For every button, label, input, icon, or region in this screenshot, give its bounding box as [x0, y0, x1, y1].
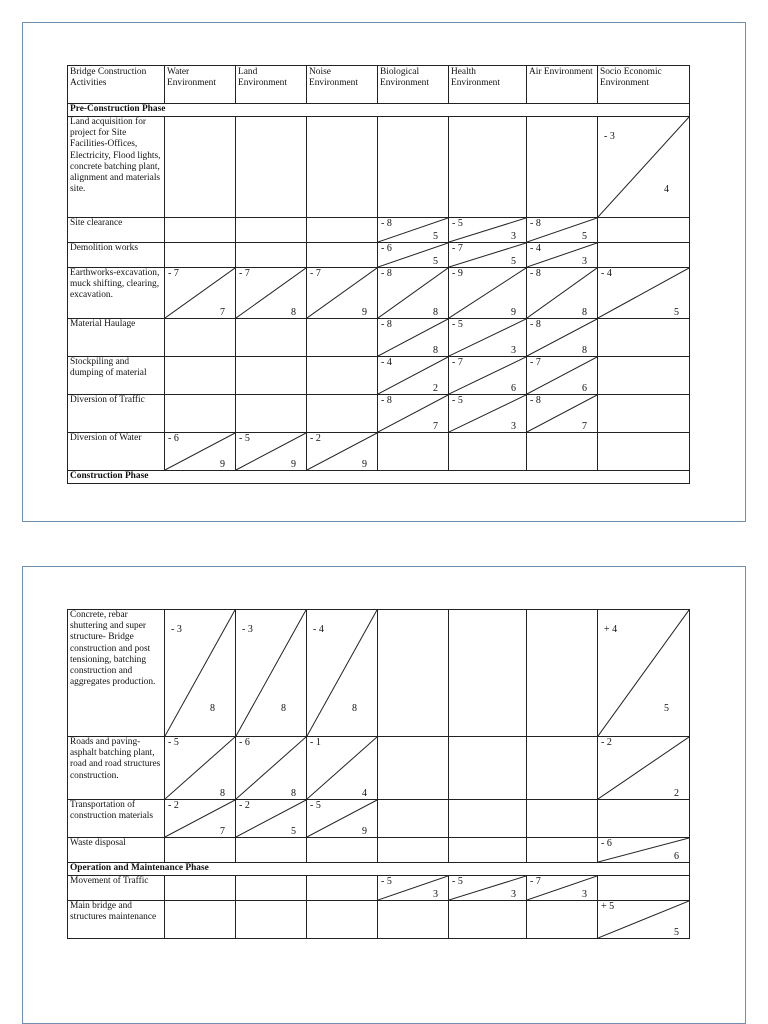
- impact-cell-biological: [378, 117, 449, 218]
- magnitude-score: - 8: [381, 395, 392, 406]
- magnitude-score: - 6: [601, 838, 612, 849]
- impact-cell-land: [236, 610, 307, 737]
- impact-cell-land: [236, 243, 307, 268]
- table-row: [68, 218, 690, 243]
- impact-cell-water: [165, 737, 236, 800]
- importance-score: 8: [291, 788, 296, 799]
- impact-cell-health: [449, 737, 527, 800]
- impact-cell-noise: [307, 218, 378, 243]
- impact-cell-socio-economic: [598, 218, 690, 243]
- magnitude-score: - 8: [530, 268, 541, 279]
- document-page-1: [22, 22, 746, 522]
- impact-cell-land: [236, 433, 307, 471]
- impact-cell-water: [165, 610, 236, 737]
- table-row: [68, 243, 690, 268]
- activity-label: Concrete, rebar shuttering and super structure- Bridge construction and post tensioning, batching construction and aggregates production.: [68, 610, 165, 737]
- impact-cell-biological: [378, 876, 449, 901]
- impact-cell-health: [449, 876, 527, 901]
- impact-cell-health: [449, 838, 527, 863]
- impact-cell-air: [527, 901, 598, 939]
- impact-cell-noise: [307, 838, 378, 863]
- magnitude-score: - 5: [381, 876, 392, 887]
- impact-cell-health: [449, 268, 527, 319]
- impact-cell-noise: [307, 319, 378, 357]
- importance-score: 5: [664, 703, 669, 714]
- importance-score: 9: [511, 307, 516, 318]
- impact-cell-biological: [378, 319, 449, 357]
- magnitude-score: - 5: [452, 218, 463, 229]
- phase-label-construction: Construction Phase: [68, 471, 690, 484]
- activity-label: Main bridge and structures maintenance: [68, 901, 165, 939]
- activity-label: Transportation of construction materials: [68, 800, 165, 838]
- magnitude-score: - 8: [530, 395, 541, 406]
- importance-score: 8: [433, 307, 438, 318]
- table-row: [68, 319, 690, 357]
- magnitude-score: - 8: [381, 268, 392, 279]
- importance-score: 5: [433, 256, 438, 267]
- importance-score: 8: [220, 788, 225, 799]
- magnitude-score: - 7: [168, 268, 179, 279]
- impact-cell-socio-economic: [598, 395, 690, 433]
- impact-cell-health: [449, 243, 527, 268]
- importance-score: 6: [582, 383, 587, 394]
- impact-cell-water: [165, 357, 236, 395]
- impact-cell-land: [236, 901, 307, 939]
- impact-cell-air: [527, 319, 598, 357]
- activity-label: Earthworks-excavation, muck shifting, clearing, excavation.: [68, 268, 165, 319]
- table-row: [68, 838, 690, 863]
- magnitude-score: - 3: [604, 131, 615, 142]
- impact-cell-water: [165, 395, 236, 433]
- importance-score: 5: [291, 826, 296, 837]
- impact-cell-health: [449, 800, 527, 838]
- header-health: Health Environment: [449, 66, 527, 104]
- impact-cell-water: [165, 838, 236, 863]
- magnitude-score: - 5: [310, 800, 321, 811]
- activity-label: Diversion of Traffic: [68, 395, 165, 433]
- impact-cell-land: [236, 876, 307, 901]
- impact-cell-air: [527, 737, 598, 800]
- impact-cell-biological: [378, 838, 449, 863]
- impact-cell-socio-economic: [598, 433, 690, 471]
- magnitude-score: - 3: [171, 624, 182, 635]
- magnitude-score: - 5: [452, 876, 463, 887]
- impact-cell-biological: [378, 395, 449, 433]
- table-row: [68, 800, 690, 838]
- table-row: [68, 737, 690, 800]
- impact-cell-water: [165, 243, 236, 268]
- phase-label-pre-construction: Pre-Construction Phase: [68, 104, 690, 117]
- impact-cell-noise: [307, 395, 378, 433]
- impact-cell-air: [527, 218, 598, 243]
- magnitude-score: - 6: [239, 737, 250, 748]
- importance-score: 7: [582, 421, 587, 432]
- importance-score: 6: [511, 383, 516, 394]
- header-land: Land Environment: [236, 66, 307, 104]
- impact-cell-air: [527, 268, 598, 319]
- impact-cell-water: [165, 268, 236, 319]
- magnitude-score: - 7: [530, 876, 541, 887]
- importance-score: 8: [582, 307, 587, 318]
- impact-cell-noise: [307, 737, 378, 800]
- importance-score: 5: [674, 307, 679, 318]
- magnitude-score: - 7: [452, 357, 463, 368]
- magnitude-score: - 2: [239, 800, 250, 811]
- phase-row: [68, 863, 690, 876]
- magnitude-score: - 4: [601, 268, 612, 279]
- impact-cell-noise: [307, 876, 378, 901]
- impact-cell-noise: [307, 243, 378, 268]
- importance-score: 9: [362, 826, 367, 837]
- importance-score: 2: [674, 788, 679, 799]
- magnitude-score: - 8: [530, 319, 541, 330]
- impact-cell-health: [449, 610, 527, 737]
- magnitude-score: - 8: [381, 319, 392, 330]
- importance-score: 8: [433, 345, 438, 356]
- magnitude-score: - 8: [530, 218, 541, 229]
- impact-cell-biological: [378, 800, 449, 838]
- activity-label: Stockpiling and dumping of material: [68, 357, 165, 395]
- header-socio-economic: Socio Economic Environment: [598, 66, 690, 104]
- header-water: Water Environment: [165, 66, 236, 104]
- magnitude-score: - 7: [530, 357, 541, 368]
- impact-cell-health: [449, 357, 527, 395]
- importance-score: 9: [362, 307, 367, 318]
- impact-cell-health: [449, 319, 527, 357]
- magnitude-score: - 3: [242, 624, 253, 635]
- impact-cell-air: [527, 395, 598, 433]
- impact-cell-land: [236, 268, 307, 319]
- impact-cell-health: [449, 218, 527, 243]
- impact-cell-air: [527, 610, 598, 737]
- impact-cell-water: [165, 117, 236, 218]
- impact-cell-biological: [378, 268, 449, 319]
- impact-cell-noise: [307, 800, 378, 838]
- activity-label: Movement of Traffic: [68, 876, 165, 901]
- importance-score: 3: [511, 231, 516, 242]
- importance-score: 7: [220, 826, 225, 837]
- importance-score: 8: [210, 703, 215, 714]
- header-activities: Bridge Construction Activities: [68, 66, 165, 104]
- importance-score: 8: [291, 307, 296, 318]
- magnitude-score: - 2: [310, 433, 321, 444]
- impact-cell-biological: [378, 737, 449, 800]
- impact-cell-water: [165, 876, 236, 901]
- magnitude-score: + 5: [601, 901, 615, 912]
- magnitude-score: - 5: [452, 319, 463, 330]
- impact-cell-air: [527, 838, 598, 863]
- importance-score: 5: [511, 256, 516, 267]
- impact-cell-land: [236, 218, 307, 243]
- impact-cell-water: [165, 218, 236, 243]
- magnitude-score: - 6: [168, 433, 179, 444]
- magnitude-score: - 7: [452, 243, 463, 254]
- impact-cell-socio-economic: [598, 243, 690, 268]
- magnitude-score: - 4: [381, 357, 392, 368]
- impact-cell-biological: [378, 218, 449, 243]
- table-row: [68, 268, 690, 319]
- impact-cell-water: [165, 433, 236, 471]
- header-air: Air Environment: [527, 66, 598, 104]
- activity-label: Site clearance: [68, 218, 165, 243]
- impact-cell-water: [165, 901, 236, 939]
- impact-cell-biological: [378, 243, 449, 268]
- magnitude-score: - 4: [313, 624, 324, 635]
- importance-score: 7: [433, 421, 438, 432]
- importance-score: 3: [511, 889, 516, 900]
- activity-label: Diversion of Water: [68, 433, 165, 471]
- impact-matrix-table-1: [67, 65, 690, 484]
- impact-cell-socio-economic: [598, 268, 690, 319]
- importance-score: 5: [582, 231, 587, 242]
- importance-score: 5: [433, 231, 438, 242]
- magnitude-score: - 1: [310, 737, 321, 748]
- impact-cell-health: [449, 433, 527, 471]
- impact-cell-health: [449, 117, 527, 218]
- impact-cell-noise: [307, 357, 378, 395]
- importance-score: 9: [291, 459, 296, 470]
- impact-cell-biological: [378, 433, 449, 471]
- phase-row: [68, 471, 690, 484]
- impact-cell-socio-economic: [598, 737, 690, 800]
- impact-cell-socio-economic: [598, 610, 690, 737]
- impact-cell-biological: [378, 901, 449, 939]
- magnitude-score: - 7: [239, 268, 250, 279]
- impact-cell-health: [449, 395, 527, 433]
- document-page-2: [22, 566, 746, 1024]
- magnitude-score: - 5: [452, 395, 463, 406]
- activity-label: Roads and paving- asphalt batching plant, road and road structures construction.: [68, 737, 165, 800]
- importance-score: 4: [362, 788, 367, 799]
- magnitude-score: - 9: [452, 268, 463, 279]
- phase-row: [68, 104, 690, 117]
- impact-cell-socio-economic: [598, 357, 690, 395]
- impact-cell-biological: [378, 610, 449, 737]
- table-row: [68, 876, 690, 901]
- importance-score: 3: [582, 889, 587, 900]
- importance-score: 7: [220, 307, 225, 318]
- importance-score: 5: [674, 927, 679, 938]
- importance-score: 9: [220, 459, 225, 470]
- impact-matrix-table-2: [67, 609, 690, 939]
- importance-score: 3: [511, 421, 516, 432]
- importance-score: 4: [664, 184, 669, 195]
- activity-label: Demolition works: [68, 243, 165, 268]
- activity-label: Waste disposal: [68, 838, 165, 863]
- table-row: [68, 433, 690, 471]
- table-row: [68, 117, 690, 218]
- impact-cell-socio-economic: [598, 901, 690, 939]
- magnitude-score: - 5: [239, 433, 250, 444]
- header-row: [68, 66, 690, 104]
- impact-cell-land: [236, 838, 307, 863]
- impact-cell-land: [236, 357, 307, 395]
- impact-cell-noise: [307, 433, 378, 471]
- impact-cell-air: [527, 433, 598, 471]
- importance-score: 6: [674, 851, 679, 862]
- impact-cell-health: [449, 901, 527, 939]
- table-row: [68, 357, 690, 395]
- impact-cell-noise: [307, 268, 378, 319]
- impact-cell-air: [527, 243, 598, 268]
- impact-cell-land: [236, 737, 307, 800]
- impact-cell-land: [236, 800, 307, 838]
- importance-score: 8: [352, 703, 357, 714]
- header-noise: Noise Environment: [307, 66, 378, 104]
- table-row: [68, 901, 690, 939]
- impact-cell-water: [165, 319, 236, 357]
- impact-cell-socio-economic: [598, 838, 690, 863]
- activity-label: Material Haulage: [68, 319, 165, 357]
- magnitude-score: + 4: [604, 624, 618, 635]
- impact-cell-socio-economic: [598, 800, 690, 838]
- impact-cell-socio-economic: [598, 117, 690, 218]
- impact-cell-air: [527, 800, 598, 838]
- table-row: [68, 610, 690, 737]
- impact-cell-water: [165, 800, 236, 838]
- importance-score: 3: [511, 345, 516, 356]
- impact-cell-land: [236, 395, 307, 433]
- importance-score: 3: [433, 889, 438, 900]
- magnitude-score: - 7: [310, 268, 321, 279]
- magnitude-score: - 6: [381, 243, 392, 254]
- impact-cell-socio-economic: [598, 319, 690, 357]
- phase-label-operation-maintenance: Operation and Maintenance Phase: [68, 863, 690, 876]
- impact-cell-land: [236, 319, 307, 357]
- impact-cell-air: [527, 357, 598, 395]
- magnitude-score: - 8: [381, 218, 392, 229]
- activity-label: Land acquisition for project for Site Facilities-Offices, Electricity, Flood lights, concrete batching plant, alignment and materials site.: [68, 117, 165, 218]
- importance-score: 3: [582, 256, 587, 267]
- importance-score: 2: [433, 383, 438, 394]
- importance-score: 8: [281, 703, 286, 714]
- table-row: [68, 395, 690, 433]
- magnitude-score: - 5: [168, 737, 179, 748]
- header-biological: Biological Environment: [378, 66, 449, 104]
- impact-cell-noise: [307, 901, 378, 939]
- impact-cell-land: [236, 117, 307, 218]
- impact-cell-noise: [307, 610, 378, 737]
- magnitude-score: - 2: [601, 737, 612, 748]
- importance-score: 8: [582, 345, 587, 356]
- impact-cell-socio-economic: [598, 876, 690, 901]
- impact-cell-biological: [378, 357, 449, 395]
- magnitude-score: - 2: [168, 800, 179, 811]
- magnitude-score: - 4: [530, 243, 541, 254]
- impact-cell-air: [527, 876, 598, 901]
- importance-score: 9: [362, 459, 367, 470]
- impact-cell-noise: [307, 117, 378, 218]
- impact-cell-air: [527, 117, 598, 218]
